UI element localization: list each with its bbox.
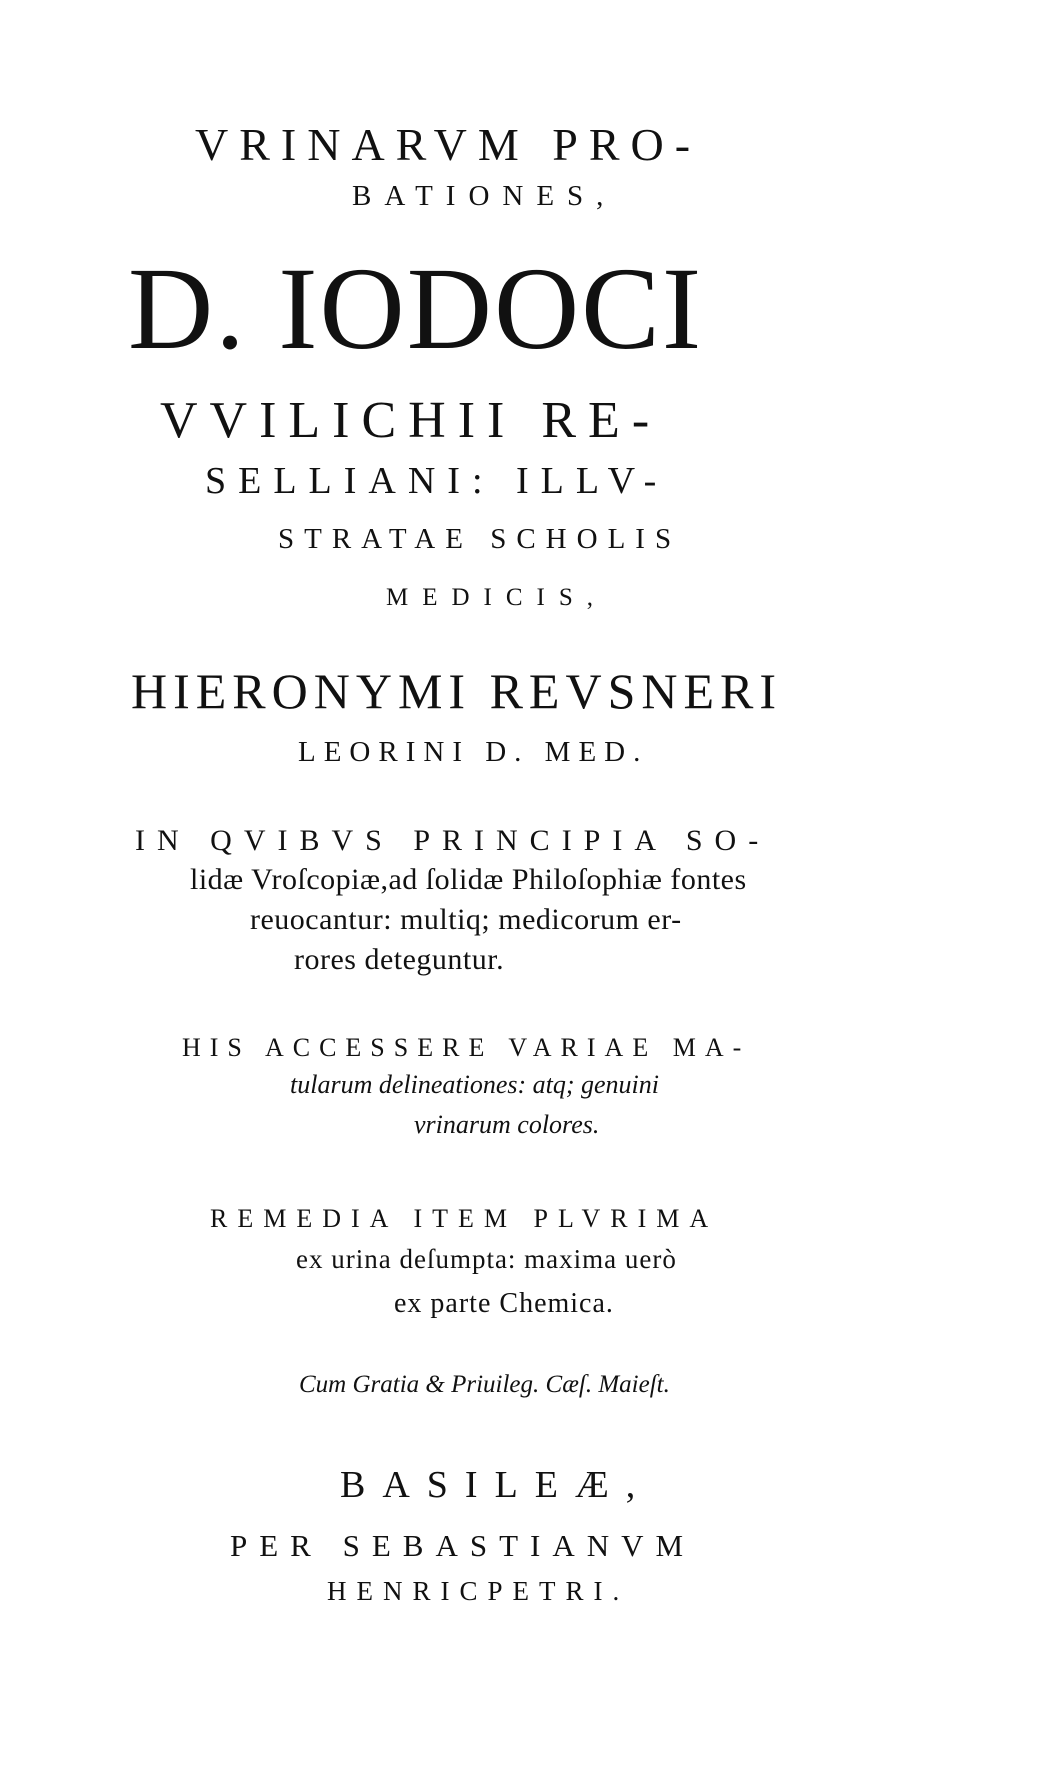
- imprint-printer-line-2: HENRICPETRI.: [327, 1576, 630, 1606]
- addition-line-2: tularum delineationes: atq; genuini: [290, 1070, 660, 1099]
- title-line-1: VRINARVM PRO-: [195, 119, 702, 170]
- author-line-3: SELLIANI: ILLV-: [205, 460, 669, 502]
- imprint-printer-line-1: PER SEBASTIANVM: [230, 1528, 696, 1563]
- privilege-line: Cum Gratia & Priuileg. Cæſ. Maieſt.: [299, 1371, 670, 1398]
- title-line-2: BATIONES,: [352, 180, 617, 212]
- description-line-2: lidæ Vroſcopiæ,ad ſolidæ Philoſophiæ fontes: [190, 863, 747, 896]
- addition-line-3: vrinarum colores.: [414, 1110, 600, 1139]
- description-line-3: reuocantur: multiq; medicorum er-: [250, 903, 682, 936]
- remedies-line-1: REMEDIA ITEM PLVRIMA: [210, 1204, 719, 1233]
- description-line-1: IN QVIBVS PRINCIPIA SO-: [135, 824, 771, 857]
- description-line-4: rores deteguntur.: [294, 943, 505, 976]
- addition-line-1: HIS ACCESSERE VARIAE MA-: [182, 1033, 751, 1062]
- imprint-city: BASILEÆ,: [340, 1464, 653, 1506]
- author-name-large: D. IODOCI: [128, 243, 704, 374]
- editor-name: HIERONYMI REVSNERI: [131, 663, 783, 719]
- subtitle-line-1: STRATAE SCHOLIS: [278, 523, 682, 555]
- subtitle-line-2: MEDICIS,: [386, 584, 608, 611]
- editor-title: LEORINI D. MED.: [298, 736, 649, 768]
- author-line-2: VVILICHII RE-: [160, 392, 662, 449]
- remedies-line-2: ex urina deſumpta: maxima uerò: [296, 1244, 677, 1274]
- remedies-line-3: ex parte Chemica.: [394, 1288, 614, 1319]
